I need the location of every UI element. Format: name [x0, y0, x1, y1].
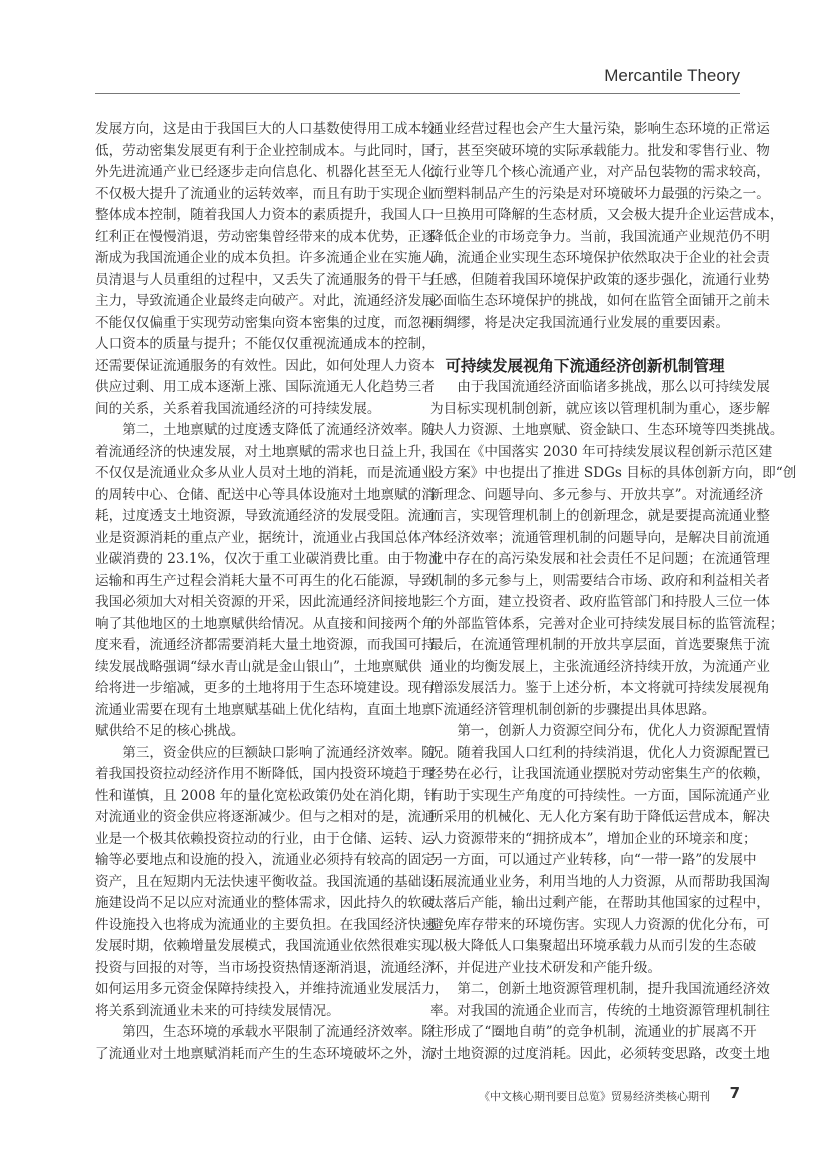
text-line: 响了其他地区的土地禀赋供给情况。从直接和间接两个角 — [95, 615, 435, 632]
text-line: 第二，创新土地资源管理机制，提升我国流通经济效 — [457, 981, 770, 997]
text-line: 率。对我国的流通企业而言，传统的土地资源管理机制往 — [430, 1002, 770, 1019]
text-line: 下流通经济管理机制创新的步骤提出具体思路。 — [430, 701, 716, 718]
text-line: 体经济效率；流通管理机制的问题导向，是解决目前流通 — [430, 529, 770, 546]
text-line: 的外部监管体系，完善对企业可持续发展目标的监管流程； — [430, 615, 784, 632]
text-line: 续发展战略强调“绿水青山就是金山银山”，土地禀赋供 — [95, 658, 422, 675]
text-line: 的周转中心、仓储、配送中心等具体设施对土地禀赋的消 — [95, 486, 435, 503]
text-line: 业中存在的高污染发展和社会责任不足问题；在流通管理 — [430, 551, 770, 567]
text-line: 新理念、问题导向、多元参与、开放共享”。对流通经济 — [430, 486, 764, 503]
text-line: 对土地资源的过度消耗。因此，必须转变思路，改变土地 — [430, 1045, 770, 1062]
text-line: 赋供给不足的核心挑战。 — [95, 723, 245, 739]
paragraph — [430, 721, 770, 979]
text-line: 红利正在慢慢消退，劳动密集曾经带来的成本优势，正逐 — [95, 228, 435, 245]
text-line: 为目标实现机制创新，就应该以管理机制为重心，逐步解 — [430, 400, 770, 417]
text-line: 投资与回报的对等，当市场投资热情逐渐消退，流通经济 — [95, 959, 435, 976]
text-line: 施建设尚不足以应对流通业的整体需求，因此持久的软硬 — [95, 895, 435, 911]
text-line: 将关系到流通业未来的可持续发展情况。 — [95, 1002, 340, 1019]
text-line: 而言，实现管理机制上的创新理念，就是要提高流通业整 — [430, 508, 770, 524]
text-line: 增添发展活力。鉴于上述分析，本文将就可持续发展视角 — [430, 680, 770, 696]
text-line: 坏，并促进产业技术研发和产能升级。 — [430, 959, 662, 976]
text-line: 避免库存带来的环境伤害。实现人力资源的优化分布，可 — [430, 916, 770, 933]
text-line: 人口资本的质量与提升；不能仅仅重视流通成本的控制， — [95, 336, 435, 352]
paragraph — [430, 119, 784, 334]
paragraph — [95, 119, 449, 420]
text-line: 还需要保证流通服务的有效性。因此，如何处理人力资本 — [95, 357, 435, 374]
text-line: 耗，过度透支土地资源，导致流通经济的发展受阻。流通 — [95, 508, 435, 524]
text-line: 汰落后产能，输出过剩产能，在帮助其他国家的过程中， — [430, 895, 770, 911]
text-line: 流行业等几个核心流通产业，对产品包装物的需求较高， — [430, 164, 770, 180]
text-line: 最后，在流通管理机制的开放共享层面，首选要聚焦于流 — [430, 637, 770, 653]
text-line: 有助于实现生产角度的可持续性。一方面，国际流通产业 — [430, 787, 770, 804]
text-line: 行，甚至突破环境的实际承载能力。批发和零售行业、物 — [430, 142, 770, 159]
text-line: 着流通经济的快速发展，对土地禀赋的需求也日益上升， — [95, 443, 435, 460]
text-line: 确，流通企业实现生态环境保护依然取决于企业的社会责 — [430, 250, 770, 266]
text-line: 主力，导致流通企业最终走向破产。对此，流通经济发展 — [95, 293, 435, 309]
text-line: 员清退与人员重组的过程中，又丢失了流通服务的骨干与 — [95, 271, 435, 288]
text-line: 外先进流通产业已经逐步走向信息化、机器化甚至无人化， — [95, 164, 449, 180]
paragraph — [95, 743, 449, 1023]
text-line: 况。随着我国人口红利的持续消退，优化人力资源配置已 — [430, 744, 770, 761]
text-line: 流通业需要在现有土地禀赋基础上优化结构，直面土地禀 — [95, 701, 435, 718]
text-line: 经势在必行，让我国流通业摆脱对劳动密集生产的依赖， — [430, 766, 770, 782]
text-line: 度来看，流通经济都需要消耗大量土地资源，而我国可持 — [95, 637, 435, 653]
text-line: 一旦换用可降解的生态材质，又会极大提升企业运营成本， — [430, 207, 784, 223]
text-line: 人力资源带来的“拥挤成本”，增加企业的环境亲和度； — [430, 830, 757, 847]
text-line: 雨绸缪，将是决定我国流通行业发展的重要因素。 — [430, 314, 730, 331]
text-line: 我国必须加大对相关资源的开采，因此流通经济间接地影 — [95, 594, 435, 610]
text-line: 着我国投资拉动经济作用不断降低，国内投资环境趋于理 — [95, 766, 435, 782]
text-line: 整体成本控制，随着我国人力资本的素质提升，我国人口 — [95, 207, 435, 223]
text-line: 供应过剩、用工成本逐渐上涨、国际流通无人化趋势三者 — [95, 379, 435, 395]
text-line: 由于我国流通经济面临诸多挑战，那么以可持续发展 — [457, 379, 770, 395]
right-column — [430, 119, 797, 1065]
section-heading: 可持续发展视角下流通经济创新机制管理 — [445, 356, 725, 375]
text-line: 发展时期，依赖增量发展模式，我国流通业依然很难实现 — [95, 938, 435, 954]
text-line: 降低企业的市场竞争力。当前，我国流通产业规范仍不明 — [430, 228, 770, 245]
text-line: 必面临生态环境保护的挑战，如何在监管全面铺开之前未 — [430, 293, 770, 309]
text-line: 任感，但随着我国环境保护政策的逐步强化，流通行业势 — [430, 271, 770, 288]
text-line: 往形成了“圈地自萌”的竞争机制，流通业的扩展离不开 — [430, 1024, 757, 1040]
text-line: 对流通业的资金供应将逐渐减少。但与之相对的是，流通 — [95, 809, 435, 825]
text-line: 第四，生态环境的承载水平限制了流通经济效率。除 — [122, 1024, 435, 1040]
text-line: 不仅仅是流通业众多从业人员对土地的消耗，而是流通业 — [95, 465, 435, 481]
text-line: 第三，资金供应的巨额缺口影响了流通经济效率。随 — [122, 744, 435, 761]
text-line: 决人力资源、土地禀赋、资金缺口、生态环境等四类挑战。 — [430, 422, 784, 438]
paragraph — [95, 420, 442, 743]
text-line: 给将进一步缩减，更多的土地将用于生态环境建设。现有 — [95, 680, 435, 696]
text-line: 而塑料制品产生的污染是对环境破坏力最强的污染之一。 — [430, 185, 770, 202]
paragraph — [95, 1022, 435, 1065]
text-line: 发展方向，这是由于我国巨大的人口基数使得用工成本较 — [95, 121, 435, 137]
running-title: Mercantile Theory — [604, 66, 740, 85]
text-line: 第二，土地禀赋的过度透支降低了流通经济效率。随 — [122, 422, 435, 438]
text-line: 我国在《中国落实 2030 年可持续发展议程创新示范区建 — [430, 443, 773, 460]
text-line: 输等必要地点和设施的投入，流通业必须持有较高的固定 — [95, 852, 435, 868]
text-line: 业是资源消耗的重点产业，据统计，流通业占我国总体产 — [95, 529, 435, 546]
text-line: 第一，创新人力资源空间分布，优化人力资源配置情 — [457, 723, 770, 739]
text-line: 设方案》中也提出了推进 SDGs 目标的具体创新方向，即“创 — [430, 465, 797, 481]
text-line: 业碳消费的 23.1%，仅次于重工业碳消费比重。由于物流 — [95, 551, 442, 567]
text-line: 以极大降低人口集聚超出环境承载力从而引发的生态破 — [430, 938, 757, 954]
text-line: 另一方面，可以通过产业转移，向“一带一路”的发展中 — [430, 852, 757, 868]
text-line: 业是一个极其依赖投资拉动的行业，由于仓储、运转、运 — [95, 830, 435, 847]
text-line: 性和谨慎，且 2008 年的量化宽松政策仍处在消化期，针 — [95, 787, 438, 804]
text-line: 通业经营过程也会产生大量污染，影响生态环境的正常运 — [430, 121, 770, 137]
text-line: 运输和再生产过程会消耗大量不可再生的化石能源，导致 — [95, 572, 435, 589]
text-line: 低，劳动密集发展更有利于企业控制成本。与此同时，国 — [95, 142, 435, 159]
text-line: 三个方面，建立投资者、政府监管部门和持股人三位一体 — [430, 594, 770, 610]
paragraph — [430, 979, 770, 1065]
text-line: 拓展流通业业务，利用当地的人力资源，从而帮助我国淘 — [430, 873, 770, 890]
text-line: 不仅极大提升了流通业的运转效率，而且有助于实现企业 — [95, 185, 435, 202]
text-line: 资产，且在短期内无法快速平衡收益。我国流通的基础设 — [95, 873, 435, 890]
text-line: 件设施投入也将成为流通业的主要负担。在我国经济快速 — [95, 916, 435, 933]
page-number: 7 — [729, 1084, 740, 1102]
text-line: 所采用的机械化、无人化方案有助于降低运营成本，解决 — [430, 809, 770, 825]
text-line: 渐成为我国流通企业的成本负担。许多流通企业在实施人 — [95, 250, 435, 266]
left-column — [95, 119, 449, 1065]
footer-journal-note: 《中文核心期刊要目总览》贸易经济类核心期刊 — [479, 1090, 710, 1103]
text-line: 如何运用多元资金保障持续投入，并维持流通业发展活力， — [95, 981, 449, 997]
text-line: 通业的均衡发展上，主张流通经济持续开放，为流通产业 — [430, 658, 770, 675]
header-rule — [95, 93, 740, 94]
text-line: 了流通业对土地禀赋消耗而产生的生态环境破坏之外，流 — [95, 1045, 435, 1062]
text-line: 间的关系，关系着我国流通经济的可持续发展。 — [95, 400, 381, 417]
text-line: 不能仅仅偏重于实现劳动密集向资本密集的过度，而忽视 — [95, 314, 435, 331]
text-line: 机制的多元参与上，则需要结合市场、政府和利益相关者 — [430, 572, 770, 589]
spacer — [430, 334, 740, 356]
paragraph — [430, 377, 797, 721]
